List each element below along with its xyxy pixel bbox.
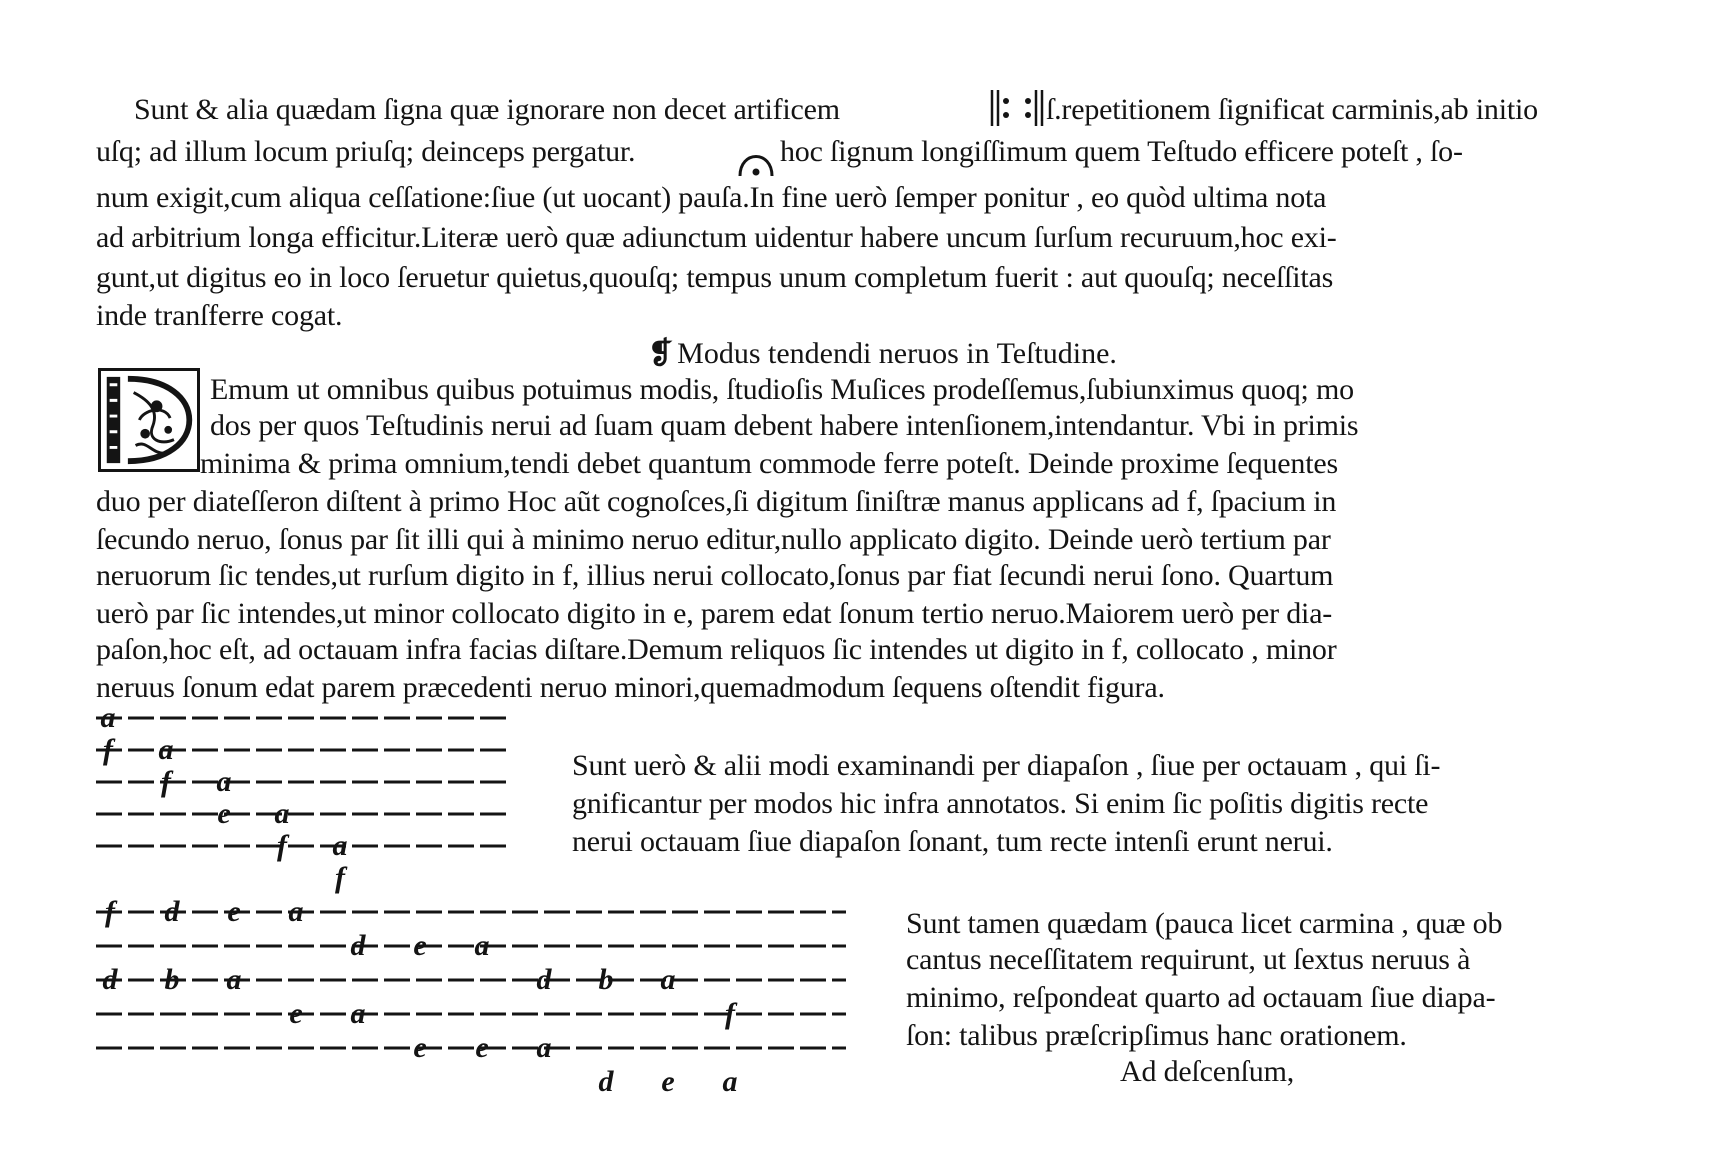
text-line: duo per diateſſeron diſtent à primo Hoc aũt cognoſces,ſi digitum ſiniſtræ manus applicans ad f, ſpacium in bbox=[96, 485, 1337, 518]
tablature-letter: f bbox=[103, 733, 113, 766]
text-line: Ad deſcenſum, bbox=[1120, 1055, 1295, 1088]
tablature-letter: b bbox=[598, 963, 614, 996]
text-line: num exigit,cum aliqua ceſſatione:ſiue (ut uocant) pauſa.In fine uerò ſemper ponitur , eo quòd ultima nota bbox=[96, 181, 1327, 214]
tablature-letter: a bbox=[226, 963, 242, 996]
tablature-letter: d bbox=[350, 929, 366, 962]
tablature-letter: f bbox=[725, 997, 735, 1030]
tablature-letter: a bbox=[274, 797, 290, 830]
tablature-letter: e bbox=[413, 1031, 427, 1064]
text-line: Sunt tamen quædam (pauca licet carmina , quæ ob bbox=[906, 907, 1503, 940]
section-heading bbox=[648, 336, 1117, 372]
tablature-letter: a bbox=[158, 733, 174, 766]
tablature-letter: a bbox=[722, 1065, 738, 1098]
section-heading-text: Modus tendendi neruos in Teſtudine. bbox=[677, 337, 1117, 370]
text-line: gunt,ut digitus eo in loco ſeruetur quietus,quouſq; tempus unum completum fuerit : aut quouſq; neceſſitas bbox=[96, 261, 1334, 294]
tablature-letter: f bbox=[105, 895, 115, 928]
text-line: Emum ut omnibus quibus potuimus modis, ſtudioſis Muſices prodeſſemus,ſubiunximus quoq; mo bbox=[210, 373, 1354, 406]
text-line: hoc ſignum longiſſimum quem Teſtudo efficere poteſt , ſo- bbox=[780, 135, 1463, 168]
tablature-letter: e bbox=[289, 997, 303, 1030]
tablature-letter: e bbox=[661, 1065, 675, 1098]
tablature-letter: d bbox=[164, 895, 180, 928]
text-line: neruorum ſic tendes,ut rurſum digito in f, illius nerui collocato,ſonus par fiat ſecundi nerui ſono. Quartum bbox=[96, 559, 1334, 592]
text-line: paſon,hoc eſt, ad octauam infra facias diſtare.Demum reliquos ſic intendes ut digito in f, collocato , minor bbox=[96, 633, 1337, 666]
tablature-letter: a bbox=[536, 1031, 552, 1064]
tablature-letter: a bbox=[660, 963, 676, 996]
text-line: neruus ſonum edat parem præcedenti neruo minori,quemadmodum ſequens oſtendit figura. bbox=[96, 671, 1165, 704]
tablature-letter: a bbox=[474, 929, 490, 962]
text-line: uſq; ad illum locum priuſq; deinceps pergatur. bbox=[96, 135, 636, 168]
text-line: gnificantur per modos hic infra annotatos. Si enim ſic poſitis digitis recte bbox=[572, 787, 1429, 820]
text-line: ſecundo neruo, ſonus par ſit illi qui à minimo neruo editur,nullo applicato digito. Deinde uerò tertium par bbox=[96, 523, 1331, 556]
tablature-letter: d bbox=[598, 1065, 614, 1098]
tablature-letter: a bbox=[100, 701, 116, 734]
text-line: ad arbitrium longa efficitur.Literæ uerò quæ adiunctum uidentur habere uncum ſurſum recuruum,hoc exi- bbox=[96, 221, 1337, 254]
text-line: ſ.repetitionem ſignificat carminis,ab initio bbox=[1046, 93, 1538, 126]
tablature-letter: f bbox=[277, 829, 287, 862]
tablature-letter: e bbox=[475, 1031, 489, 1064]
text-line: cantus neceſſitatem requirunt, ut ſextus neruus à bbox=[906, 943, 1471, 976]
text-line: minimo, reſpondeat quarto ad octauam ſiue diapa- bbox=[906, 981, 1496, 1014]
pilcrow-icon: ❡ bbox=[648, 337, 674, 370]
text-line: inde tranſferre cogat. bbox=[96, 299, 343, 332]
tablature-letter: a bbox=[332, 829, 348, 862]
text-line: ſon: talibus præſcripſimus hanc orationem. bbox=[906, 1019, 1407, 1052]
tablature-letter: d bbox=[102, 963, 118, 996]
tablature-letter: a bbox=[216, 765, 232, 798]
tablature-letter: a bbox=[288, 895, 304, 928]
tablature-letter: f bbox=[161, 765, 171, 798]
tablature-letter: e bbox=[227, 895, 241, 928]
text-line: Sunt & alia quædam ſigna quæ ignorare non decet artificem bbox=[134, 93, 840, 126]
tablature-letter: e bbox=[413, 929, 427, 962]
tablature-letter: d bbox=[536, 963, 552, 996]
text-line: dos per quos Teſtudinis nerui ad ſuam quam debent habere intenſionem,intendantur. Vbi in primis bbox=[210, 409, 1359, 442]
decorated-initial-d bbox=[98, 368, 200, 472]
tablature-letter: b bbox=[164, 963, 180, 996]
tablature-letter: e bbox=[217, 797, 231, 830]
tablature-figure-2 bbox=[96, 896, 866, 1116]
tablature-letter: f bbox=[335, 861, 345, 894]
text-line: nerui octauam ſiue diapaſon ſonant, tum recte intenſi erunt nerui. bbox=[572, 825, 1333, 858]
tablature-figure-1 bbox=[96, 701, 516, 906]
text-line: uerò par ſic intendes,ut minor collocato digito in e, parem edat ſonum tertio neruo.Maiorem uerò per dia- bbox=[96, 597, 1333, 630]
text-line: Sunt uerò & alii modi examinandi per diapaſon , ſiue per octauam , qui ſi- bbox=[572, 749, 1441, 782]
repeat-sign-icon bbox=[988, 86, 1046, 130]
pause-sign-icon bbox=[736, 146, 776, 180]
tablature-letter: a bbox=[350, 997, 366, 1030]
text-line: minima & prima omnium,tendi debet quantum commode ferre poteſt. Deinde proxime ſequentes bbox=[200, 447, 1338, 480]
